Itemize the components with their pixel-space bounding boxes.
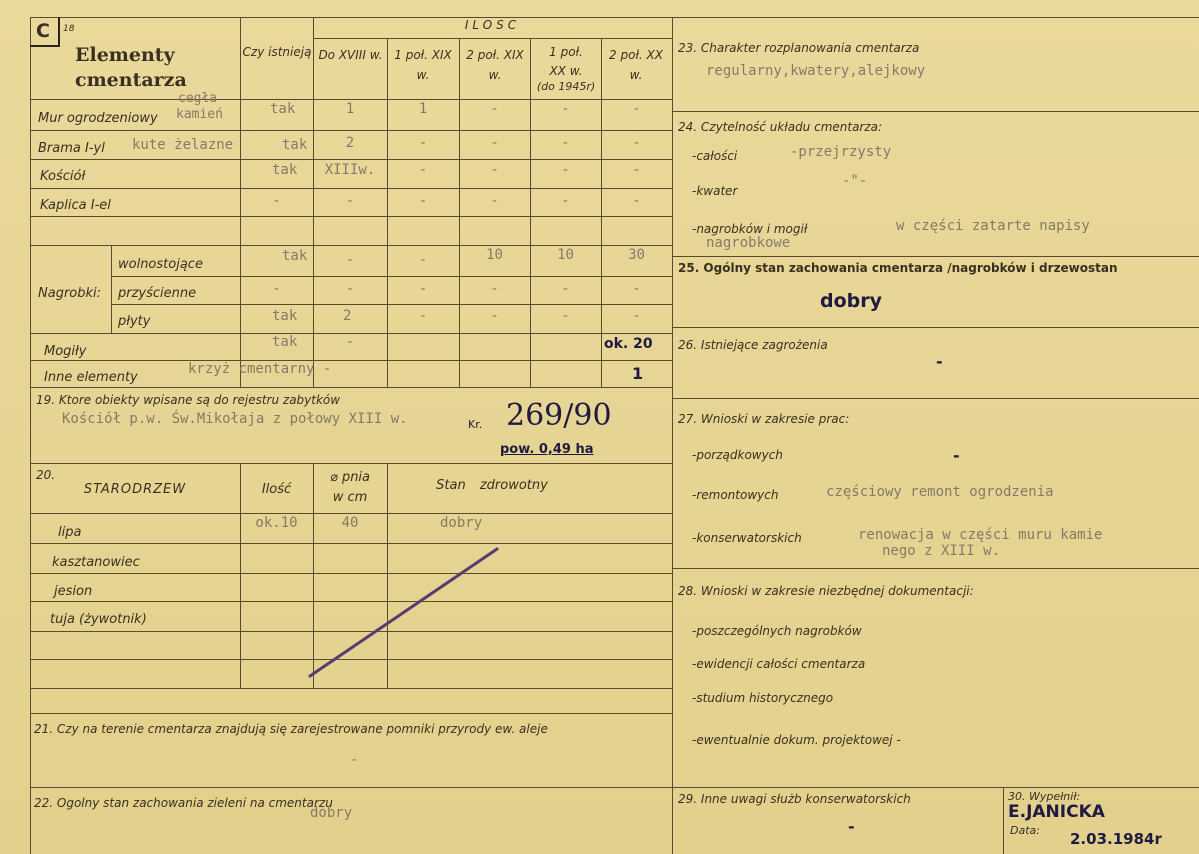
s27-porzadkowych: -porządkowych	[692, 448, 783, 462]
s28-item: -ewidencji całości cmentarza	[692, 657, 866, 671]
row-inne-count: 1	[632, 364, 644, 383]
row-wolno-p19b: 10	[486, 247, 503, 263]
s25-value: dobry	[820, 290, 883, 312]
col-1pol-xx-b: XX w.	[549, 64, 583, 78]
row-przysc-p20a: -	[561, 281, 570, 297]
row-wolno-p19a: -	[418, 252, 428, 268]
s28-item: -ewentualnie dokum. projektowej -	[692, 733, 901, 747]
row-wolno-p20b: 30	[628, 247, 645, 263]
title-line1: Elementy	[75, 44, 175, 66]
s19-label: 19. Ktore obiekty wpisane są do rejestru zabytków	[36, 393, 341, 407]
row-wolno-do18: -	[345, 252, 355, 268]
s21-label: 21. Czy na terenie cmentarza znajdują się zarejestrowane pomniki przyrody ew. aleje	[34, 722, 548, 736]
filled-date: 2.03.1984r	[1070, 830, 1162, 848]
s21-value: -	[350, 752, 359, 768]
s27-label: 27. Wnioski w zakresie prac:	[678, 412, 850, 426]
s24-nagrobkow-value1: w części zatarte napisy	[896, 218, 1090, 234]
s28-label: 28. Wnioski w zakresie niezbędnej dokumentacji:	[678, 584, 974, 598]
s19-reg-prefix: Kr.	[468, 418, 483, 431]
s28-item: -studium historycznego	[692, 691, 834, 705]
s27-porzadkowych-value: -	[953, 446, 960, 465]
s27-remontowych: -remontowych	[692, 488, 779, 502]
row-plyty-p20b: -	[632, 308, 641, 324]
row-mur-note1: cegła	[178, 91, 218, 106]
s26-value: -	[936, 352, 943, 371]
section-number: 18	[63, 24, 75, 34]
col-1pol-xx-a: 1 poł.	[549, 45, 583, 59]
tree-name: tuja (żywotnik)	[50, 612, 147, 627]
s25-label: 25. Ogólny stan zachowania cmentarza /nagrobków i drzewostan	[678, 261, 1118, 275]
row-przysc-czy: -	[272, 281, 281, 297]
s30-label: 30. Wypełnił:	[1008, 790, 1081, 803]
s20-number: 20.	[36, 468, 56, 482]
s23-value: regularny,kwatery,alejkowy	[706, 63, 926, 79]
s27-konserwatorskich-value2: nego z XIII w.	[882, 543, 1001, 559]
row-przysc-p19a: -	[418, 281, 428, 297]
tree-ilosc: ok.10	[255, 515, 298, 531]
row-kaplica-do18: -	[345, 193, 355, 209]
col-2pol-xix: 2 poł. XIX w.	[466, 48, 524, 82]
row-brama-p20a: -	[561, 135, 570, 151]
s30-date-label: Data:	[1010, 824, 1040, 837]
row-kaplica-p20b: -	[632, 193, 641, 209]
s23-label: 23. Charakter rozplanowania cmentarza	[678, 41, 920, 55]
row-mur-do18: 1	[345, 101, 355, 117]
s20-col-ilosc: Ilość	[261, 482, 292, 497]
row-kaplica-czy: -	[272, 193, 281, 209]
s26-label: 26. Istniejące zagrożenia	[678, 338, 828, 352]
s24-calosci-value: -przejrzysty	[790, 144, 892, 160]
row-plyty-czy: tak	[272, 308, 298, 324]
col-ilosc: ILOSC	[464, 18, 521, 32]
row-mogily-value: ok. 20	[604, 336, 653, 352]
s19-area: pow. 0,49 ha	[500, 442, 594, 457]
row-brama-label: Brama I-yl	[38, 141, 105, 156]
row-mogily-do18: -	[345, 334, 355, 350]
nagrobki-label: Nagrobki:	[38, 286, 102, 301]
s20-col-stan: Stan zdrowotny	[436, 478, 548, 493]
row-brama-p20b: -	[632, 135, 641, 151]
s24-nagrobkow: -nagrobków i mogił	[692, 222, 808, 236]
row-mur-p20a: -	[561, 101, 570, 117]
row-kosciol-do18: XIIIw.	[324, 162, 376, 178]
row-brama-note: kute żelazne	[132, 137, 234, 153]
row-plyty-label: płyty	[118, 314, 151, 329]
row-plyty-p20a: -	[561, 308, 570, 324]
col-do-xviii: Do XVIII w.	[318, 48, 383, 62]
tree-name: kasztanowiec	[52, 555, 140, 570]
row-kosciol-p20b: -	[632, 162, 641, 178]
s27-remontowych-value: częściowy remont ogrodzenia	[826, 484, 1054, 500]
row-mur-note2: kamień	[176, 107, 223, 122]
row-plyty-p19b: -	[490, 308, 499, 324]
row-mur-czy: tak	[270, 101, 296, 117]
row-kaplica-p20a: -	[561, 193, 570, 209]
row-brama-czy: tak	[282, 137, 308, 153]
s24-kwater: -kwater	[692, 184, 738, 198]
s19-value: Kościół p.w. Św.Mikołaja z połowy XIII w.	[62, 411, 408, 427]
row-kosciol-p20a: -	[561, 162, 570, 178]
row-wolno-czy: tak	[282, 248, 308, 264]
row-kaplica-p19a: -	[418, 193, 428, 209]
row-mogily-label: Mogiły	[44, 344, 87, 359]
row-mogily-czy: tak	[272, 334, 298, 350]
row-kosciol-label: Kościół	[40, 169, 86, 184]
row-wolno-p20a: 10	[557, 247, 574, 263]
row-przysc-p20b: -	[632, 281, 641, 297]
s19-reg-number: 269/90	[506, 398, 612, 433]
row-inne-value: krzyż cmentarny -	[188, 361, 332, 377]
row-kosciol-p19b: -	[490, 162, 499, 178]
s29-value: -	[848, 817, 855, 836]
tree-stan: dobry	[440, 515, 483, 531]
row-kosciol-p19a: -	[418, 162, 428, 178]
row-plyty-do18: 2	[343, 308, 352, 324]
tree-name: jesion	[54, 584, 93, 599]
row-brama-p19b: -	[490, 135, 499, 151]
s27-konserwatorskich: -konserwatorskich	[692, 531, 802, 545]
row-przysc-label: przyścienne	[118, 286, 197, 301]
filled-by-name: E.JANICKA	[1008, 802, 1105, 822]
s24-label: 24. Czytelność układu cmentarza:	[678, 120, 883, 134]
section-letter: C	[36, 20, 50, 42]
s20-col-pien2: w cm	[332, 490, 368, 505]
s29-label: 29. Inne uwagi służb konserwatorskich	[678, 792, 911, 806]
s24-calosci: -całości	[692, 149, 738, 163]
row-mur-label: Mur ogrodzeniowy	[38, 111, 158, 126]
s27-konserwatorskich-value1: renowacja w części muru kamie	[858, 527, 1103, 543]
tree-pien: 40	[341, 515, 359, 531]
s20-col-pien1: ⌀ pnia	[329, 470, 371, 485]
s24-nagrobkow-value2: nagrobkowe	[706, 235, 791, 251]
col-2pol-xx: 2 poł. XX w.	[609, 48, 663, 82]
col-1pol-xx-c: (do 1945r)	[536, 80, 596, 93]
row-mur-p19b: -	[490, 101, 499, 117]
col-1pol-xix: 1 poł. XIX w.	[394, 48, 452, 82]
row-inne-label: Inne elementy	[44, 370, 138, 385]
row-przysc-p19b: -	[490, 281, 499, 297]
row-mur-p20b: -	[632, 101, 641, 117]
s28-item: -poszczególnych nagrobków	[692, 624, 862, 638]
row-kaplica-p19b: -	[490, 193, 499, 209]
col-czy-istnieja: Czy istnieją	[242, 45, 312, 59]
row-kosciol-czy: tak	[272, 162, 298, 178]
s20-col-name: STARODRZEW	[83, 482, 187, 497]
s22-value: dobry	[310, 805, 353, 821]
s22-label: 22. Ogolny stan zachowania zieleni na cmentarzu	[34, 796, 333, 810]
row-przysc-do18: -	[345, 281, 355, 297]
row-mur-p19a: 1	[418, 101, 428, 117]
row-brama-p19a: -	[418, 135, 428, 151]
row-plyty-p19a: -	[418, 308, 428, 324]
row-kaplica-label: Kaplica I-el	[40, 198, 111, 213]
s24-kwater-value: -"-	[842, 173, 868, 189]
tree-name: lipa	[58, 525, 82, 540]
title-line2: cmentarza	[75, 69, 187, 91]
row-wolno-label: wolnostojące	[118, 257, 203, 272]
row-brama-do18: 2	[345, 135, 355, 151]
